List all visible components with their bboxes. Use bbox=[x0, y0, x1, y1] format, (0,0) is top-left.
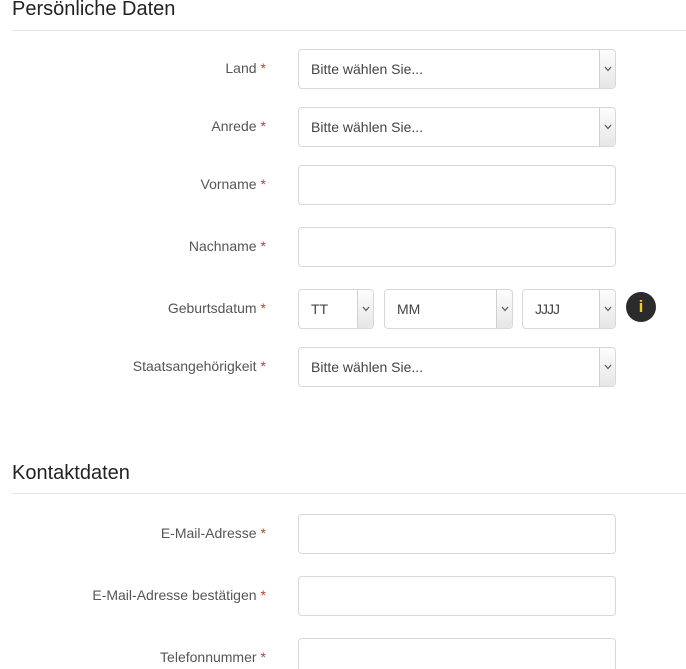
required-marker: * bbox=[260, 587, 266, 603]
chevron-down-icon bbox=[496, 290, 512, 328]
label-anrede: Anrede * bbox=[211, 118, 266, 134]
anrede-select[interactable] bbox=[298, 107, 616, 147]
birth-year-select[interactable] bbox=[522, 289, 616, 329]
label-geburtsdatum: Geburtsdatum * bbox=[167, 300, 266, 316]
label-vorname: Vorname * bbox=[200, 176, 266, 192]
required-marker: * bbox=[260, 358, 266, 374]
label-phone: Telefonnummer * bbox=[160, 649, 266, 665]
chevron-down-icon bbox=[357, 290, 373, 328]
email-input[interactable] bbox=[298, 514, 616, 554]
required-marker: * bbox=[260, 118, 266, 134]
chevron-down-icon bbox=[599, 108, 615, 146]
chevron-down-icon bbox=[599, 50, 615, 88]
birth-day-value: TT bbox=[311, 301, 329, 317]
chevron-down-icon bbox=[599, 290, 615, 328]
birth-month-value: MM bbox=[397, 301, 421, 317]
required-marker: * bbox=[260, 525, 266, 541]
label-land: Land * bbox=[225, 60, 266, 76]
divider-personal bbox=[12, 30, 686, 31]
vorname-input[interactable] bbox=[298, 165, 616, 205]
chevron-down-icon bbox=[599, 348, 615, 386]
land-select[interactable] bbox=[298, 49, 616, 89]
birth-year-value: JJJJ bbox=[535, 301, 559, 317]
land-select-value: Bitte wählen Sie... bbox=[311, 61, 424, 77]
label-email-confirm: E-Mail-Adresse bestätigen * bbox=[92, 587, 266, 603]
birth-month-select[interactable] bbox=[384, 289, 513, 329]
required-marker: * bbox=[260, 649, 266, 665]
label-staatsangehoerigkeit: Staatsangehörigkeit * bbox=[132, 358, 266, 374]
staatsangehoerigkeit-select[interactable] bbox=[298, 347, 616, 387]
label-email: E-Mail-Adresse * bbox=[160, 525, 266, 541]
label-nachname: Nachname * bbox=[188, 238, 266, 254]
required-marker: * bbox=[260, 300, 266, 316]
divider-contact bbox=[12, 493, 686, 494]
nachname-input[interactable] bbox=[298, 227, 616, 267]
email-confirm-input[interactable] bbox=[298, 576, 616, 616]
section-title-contact: Kontaktdaten bbox=[12, 462, 130, 484]
anrede-select-value: Bitte wählen Sie... bbox=[311, 119, 424, 135]
section-title-personal: Persönliche Daten bbox=[12, 0, 176, 20]
required-marker: * bbox=[260, 60, 266, 76]
required-marker: * bbox=[260, 176, 266, 192]
staatsangehoerigkeit-select-value: Bitte wählen Sie... bbox=[311, 359, 424, 375]
required-marker: * bbox=[260, 238, 266, 254]
info-icon[interactable]: i bbox=[626, 292, 656, 322]
birth-day-select[interactable] bbox=[298, 289, 374, 329]
phone-input[interactable] bbox=[298, 638, 616, 669]
